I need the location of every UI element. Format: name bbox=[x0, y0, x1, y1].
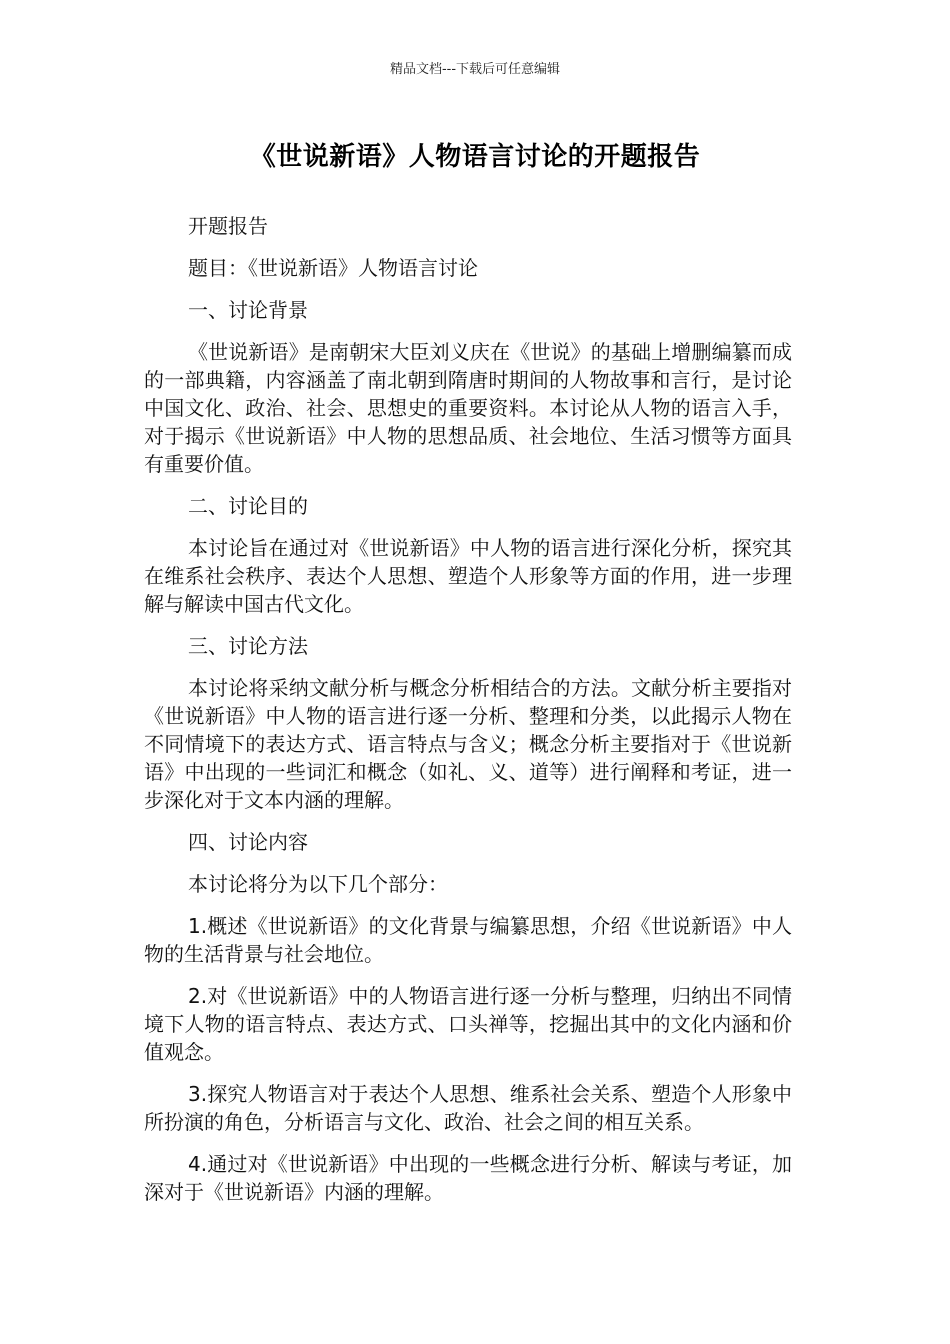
document-body bbox=[144, 212, 792, 1220]
section-heading-background: 一、讨论背景 bbox=[188, 298, 308, 322]
paragraph-background: 《世说新语》是南朝宋大臣刘义庆在《世说》的基础上增删编纂而成的一部典籍，内容涵盖了南北朝到隋唐时期间的人物故事和言行，是讨论中国文化、政治、社会、思想史的重要资料。本讨论从人物的语言入手，对于揭示《世说新语》中人物的思想品质、社会地位、生活习惯等方面具有重要价值。 bbox=[144, 340, 792, 476]
report-topic: 题目：《世说新语》人物语言讨论 bbox=[188, 256, 478, 280]
paragraph-content-intro: 本讨论将分为以下几个部分： bbox=[188, 872, 448, 896]
paragraph-purpose: 本讨论旨在通过对《世说新语》中人物的语言进行深化分析，探究其在维系社会秩序、表达个人思想、塑造个人形象等方面的作用，进一步理解与解读中国古代文化。 bbox=[144, 536, 792, 616]
content-item-2: 2.对《世说新语》中的人物语言进行逐一分析与整理，归纳出不同情境下人物的语言特点、表达方式、口头禅等，挖掘出其中的文化内涵和价值观念。 bbox=[144, 984, 792, 1064]
page-header: 精品文档---下载后可任意编辑 bbox=[389, 62, 561, 77]
paragraph-method: 本讨论将采纳文献分析与概念分析相结合的方法。文献分析主要指对《世说新语》中人物的语言进行逐一分析、整理和分类，以此揭示人物在不同情境下的表达方式、语言特点与含义；概念分析主要指对于《世说新语》中出现的一些词汇和概念（如礼、义、道等）进行阐释和考证，进一步深化对于文本内涵的理解。 bbox=[144, 676, 792, 812]
section-heading-content: 四、讨论内容 bbox=[188, 830, 308, 854]
document-title: 《世说新语》人物语言讨论的开题报告 bbox=[249, 142, 701, 172]
section-heading-purpose: 二、讨论目的 bbox=[188, 494, 308, 518]
content-item-4: 4.通过对《世说新语》中出现的一些概念进行分析、解读与考证，加深对于《世说新语》内涵的理解。 bbox=[144, 1152, 792, 1204]
content-item-3: 3.探究人物语言对于表达个人思想、维系社会关系、塑造个人形象中所扮演的角色，分析语言与文化、政治、社会之间的相互关系。 bbox=[144, 1082, 792, 1134]
section-heading-method: 三、讨论方法 bbox=[188, 634, 308, 658]
content-item-1: 1.概述《世说新语》的文化背景与编纂思想，介绍《世说新语》中人物的生活背景与社会地位。 bbox=[144, 914, 792, 966]
report-label: 开题报告 bbox=[188, 214, 268, 238]
